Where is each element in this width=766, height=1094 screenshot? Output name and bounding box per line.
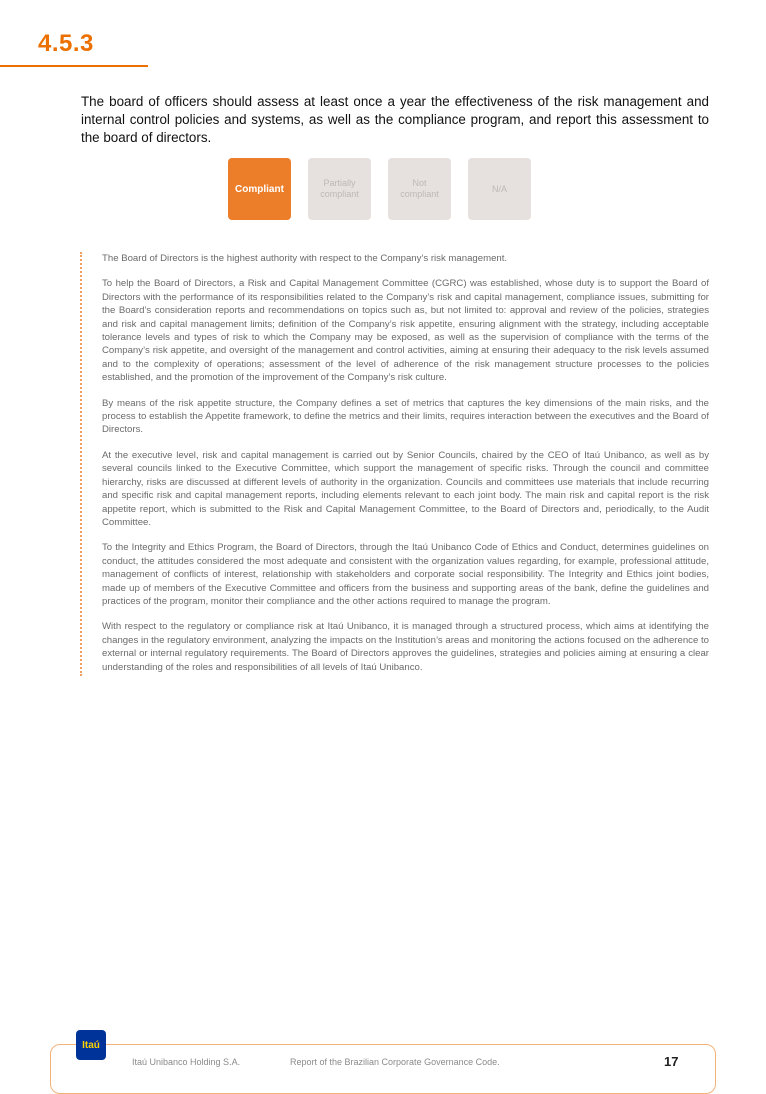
explanation-block <box>80 252 709 676</box>
explanation-paragraph: To help the Board of Directors, a Risk and Capital Management Committee (CGRC) was established, whose duty is to support the Board of Directors with the performance of its responsibilities related to the Company’s risk and capital management, compliance issues, submitting for the Board’s consideration reports and recommendations on topics such as, but not limited to: approval and review of the policies, strategies and risk and capital management limits; definition of the Company’s risk appetite, ensuring alignment with the strategy, including acceptable tolerance levels and types of risk to which the Company may be exposed, as well as the supervision of compliance with the terms of the Company’s risk appetite, and oversight of the management and control activities, aiming at ensuring their adequacy to the risk levels assumed and to the complexity of operations; assessment of the level of adherence of the risk management structure processes to the policies established, and the promotion of the improvement of the Company’s risk culture. <box>102 278 709 384</box>
section-number: 4.5.3 <box>38 30 94 57</box>
explanation-paragraph: By means of the risk appetite structure, the Company defines a set of metrics that captures the key dimensions of the main risks, and the process to establish the Appetite framework, to define the metrics and their limits, requires interaction between the executives and the Board of Directors. <box>102 397 709 436</box>
status-partially-compliant: Partially compliant <box>308 158 371 220</box>
section-rule <box>0 65 148 67</box>
status-compliant: Compliant <box>228 158 291 220</box>
explanation-paragraph: At the executive level, risk and capital management is carried out by Senior Councils, chaired by the CEO of Itaú Unibanco, as well as by several councils linked to the Executive Committee, which support the management of specific risks. Through the council and committee hierarchy, risks are discussed at different levels of authority in the organization. Councils and committees use materials that include recurring and specific risk and capital management reports, including elements relevant to each joint body. The main risk and capital report is the risk appetite report, which is submitted to the Risk and Capital Management Committee, to the Board of Directors and, periodically, to the Audit Committee. <box>102 449 709 528</box>
compliance-status-row <box>228 158 531 220</box>
status-not-applicable: N/A <box>468 158 531 220</box>
explanation-paragraph: The Board of Directors is the highest authority with respect to the Company’s risk management. <box>102 253 508 264</box>
itau-logo: Itaú <box>76 1030 106 1060</box>
footer-report-title: Report of the Brazilian Corporate Governance Code. <box>290 1057 500 1067</box>
footer-company-name: Itaú Unibanco Holding S.A. <box>132 1057 241 1067</box>
footer-frame <box>50 1044 716 1094</box>
explanation-paragraph: With respect to the regulatory or compliance risk at Itaú Unibanco, it is managed through a structured process, which aims at identifying the changes in the regulatory environment, analyzing the impacts on the Institution’s areas and monitoring the actions focused on the adherence to external or internal regulatory requirements. The Board of Directors approves the guidelines, strategies and policies aiming at ensuring a clear understanding of the roles and responsibilities of all levels of Itaú Unibanco. <box>102 621 709 673</box>
principle-statement: The board of officers should assess at least once a year the effectiveness of the risk management and internal control policies and systems, as well as the compliance program, and report this assessment to the board of directors. <box>81 94 709 145</box>
page-number: 17 <box>664 1054 679 1069</box>
status-not-compliant: Not compliant <box>388 158 451 220</box>
explanation-paragraph: To the Integrity and Ethics Program, the Board of Directors, through the Itaú Unibanco Code of Ethics and Conduct, determines guidelines on conduct, the attitudes considered the most adequate and consistent with the organization values regarding, for example, professional attitude, management of conflicts of interest, relationship with stakeholders and corporate social responsibility. The Integrity and Ethics joint bodies, made up of members of the Executive Committee and officers from the business and supporting areas of the bank, define the guidelines and practices of the program, monitor their compliance and the other actions required to manage the program. <box>102 542 709 607</box>
